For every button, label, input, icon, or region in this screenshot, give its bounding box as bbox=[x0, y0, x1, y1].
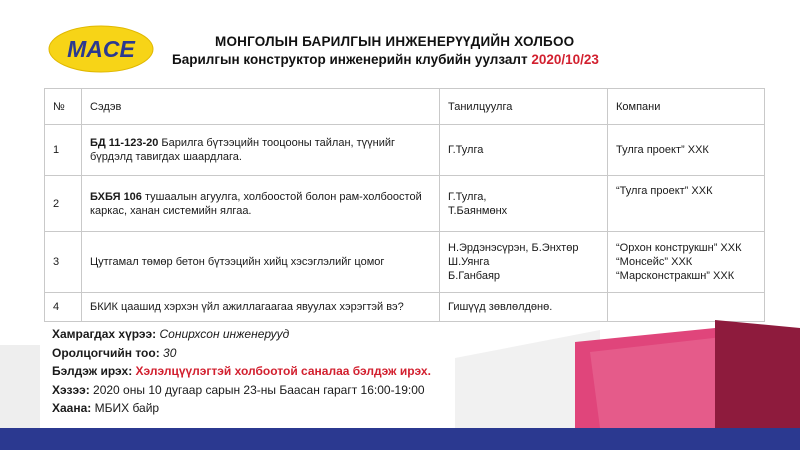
table-row bbox=[45, 125, 765, 176]
where-label: Хаана: bbox=[52, 401, 92, 415]
table-row bbox=[45, 293, 765, 322]
where-value: МБИХ байр bbox=[94, 401, 160, 415]
scope-value: Сонирхсон инженерууд bbox=[159, 327, 290, 341]
count-value: 30 bbox=[163, 345, 177, 360]
company-name: “Тулга проект” ХХК bbox=[616, 185, 713, 197]
header-no: № bbox=[45, 89, 82, 125]
maroon-shape bbox=[715, 320, 800, 428]
presenter-name: Ш.Уянга bbox=[448, 256, 490, 268]
mace-logo bbox=[47, 24, 155, 74]
info-when bbox=[52, 381, 431, 400]
presenter-name: Т.Баянмөнх bbox=[448, 204, 508, 217]
topic-text: Цутгамал төмөр бетон бүтээцийн хийц хэсэглэлийг цомог bbox=[90, 256, 385, 268]
company-name: Тулга проект” ХХК bbox=[616, 144, 709, 156]
header-company: Компани bbox=[608, 89, 765, 125]
bring-value: Хэлэлцүүлэгтэй холбоотой саналаа бэлдэж ирэх. bbox=[135, 364, 431, 378]
topic-code: БД 11-123-20 bbox=[90, 137, 159, 149]
meeting-subtitle bbox=[172, 52, 599, 67]
presenter-name: Г.Тулга, bbox=[448, 190, 487, 203]
logo-text: MACE bbox=[67, 36, 135, 62]
row-topic bbox=[82, 176, 440, 232]
presenter-name: Г.Тулга bbox=[448, 144, 484, 156]
row-presenter bbox=[440, 125, 608, 176]
row-number: 1 bbox=[45, 125, 82, 176]
table-header-row bbox=[45, 89, 765, 125]
company-name: “Орхон конструкшн” ХХК bbox=[616, 242, 742, 254]
row-company bbox=[608, 125, 765, 176]
count-label: Оролцогчийн тоо: bbox=[52, 345, 160, 360]
topic-text: Барилга бүтээцийн тооцооны тайлан, түүнийг бүрдэлд тавигдах шаардлага. bbox=[90, 137, 396, 163]
topic-text: тушаалын агуулга, холбоостой болон рам-холбоостой каркас, ханан системийн ялгаа. bbox=[90, 190, 422, 217]
row-topic bbox=[82, 232, 440, 293]
meeting-info bbox=[52, 325, 431, 418]
row-number: 2 bbox=[45, 176, 82, 232]
row-company bbox=[608, 232, 765, 293]
pink-shape bbox=[575, 325, 745, 428]
agenda-table bbox=[44, 88, 765, 322]
info-where bbox=[52, 399, 431, 418]
grey-shape bbox=[455, 330, 600, 428]
table-row bbox=[45, 176, 765, 232]
row-presenter bbox=[440, 232, 608, 293]
row-topic bbox=[82, 125, 440, 176]
header-topic: Сэдэв bbox=[82, 89, 440, 125]
scope-label: Хамрагдах хүрээ: bbox=[52, 327, 157, 341]
grey-shape bbox=[0, 345, 40, 428]
footer-bar bbox=[0, 428, 800, 450]
row-topic bbox=[82, 293, 440, 322]
when-label: Хэзээ: bbox=[52, 382, 90, 397]
row-company bbox=[608, 176, 765, 232]
company-name: “Марсконстракшн” ХХК bbox=[616, 270, 735, 282]
row-number: 3 bbox=[45, 232, 82, 293]
info-count bbox=[52, 344, 431, 363]
topic-code: БХБЯ 106 bbox=[90, 190, 142, 203]
organization-title: МОНГОЛЫН БАРИЛГЫН ИНЖЕНЕРҮҮДИЙН ХОЛБОО bbox=[215, 34, 575, 49]
presenter-name: Н.Эрдэнэсүрэн, Б.Энхтөр bbox=[448, 242, 579, 254]
row-presenter bbox=[440, 176, 608, 232]
bring-label: Бэлдэж ирэх: bbox=[52, 364, 133, 378]
header-presenter: Танилцуулга bbox=[440, 89, 608, 125]
pink-highlight-shape bbox=[590, 335, 740, 428]
row-number: 4 bbox=[45, 293, 82, 322]
meeting-subtitle-text: Барилгын конструктор инженерийн клубийн уулзалт bbox=[172, 52, 528, 67]
presenter-name: Б.Ганбаяр bbox=[448, 270, 501, 282]
row-presenter bbox=[440, 293, 608, 322]
presenter-name: Гишүүд зөвлөлдөнө. bbox=[448, 301, 553, 313]
company-name: “Монсейс” ХХК bbox=[616, 256, 693, 268]
row-company bbox=[608, 293, 765, 322]
info-scope bbox=[52, 325, 431, 344]
when-value: 2020 оны 10 дугаар сарын 23-ны Баасан гарагт 16:00-19:00 bbox=[93, 382, 425, 397]
info-bring bbox=[52, 362, 431, 381]
topic-text: БКИК цаашид хэрхэн үйл ажиллагаагаа явуулах хэрэгтэй вэ? bbox=[90, 301, 404, 313]
meeting-date: 2020/10/23 bbox=[531, 52, 599, 67]
table-row bbox=[45, 232, 765, 293]
